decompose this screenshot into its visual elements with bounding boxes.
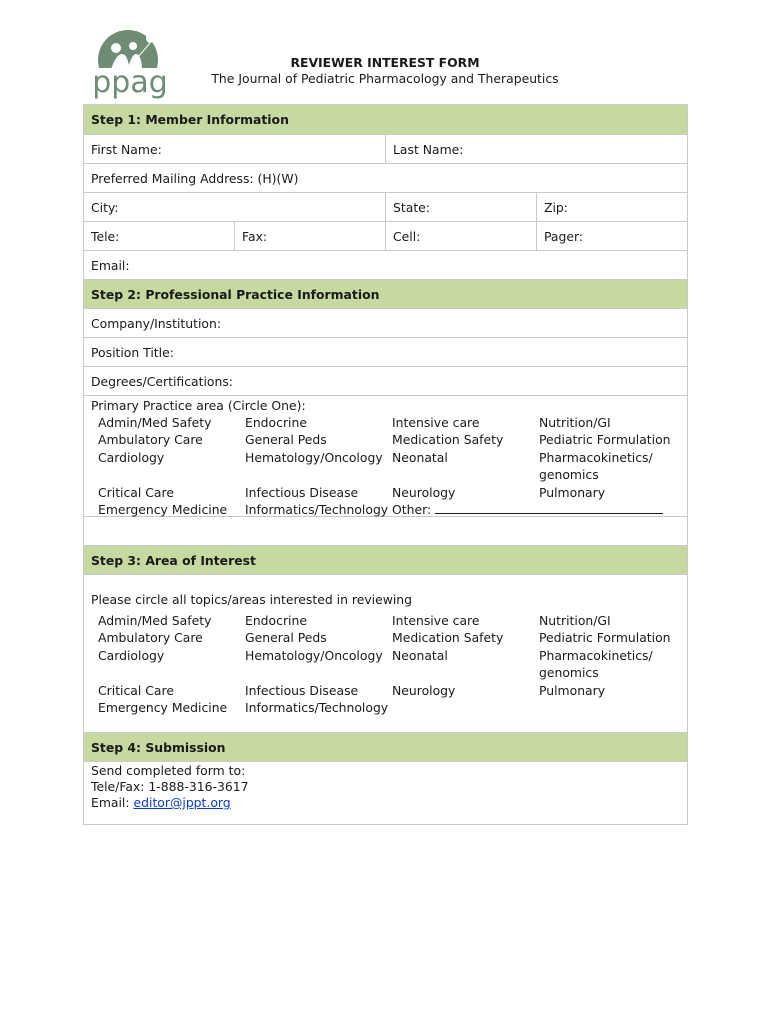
state-field[interactable]: State:: [385, 193, 536, 221]
interest-option[interactable]: General Peds: [245, 630, 327, 646]
practice-option[interactable]: Ambulatory Care: [98, 432, 203, 448]
practice-option[interactable]: Admin/Med Safety: [98, 415, 212, 430]
email-row: [84, 250, 687, 279]
submission-phone: Tele/Fax: 1-888-316-3617: [91, 779, 249, 794]
practice-area-options: [91, 414, 680, 518]
interest-option[interactable]: Pediatric Formulation: [539, 630, 671, 646]
zip-field[interactable]: Zip:: [536, 193, 687, 221]
practice-option[interactable]: Hematology/Oncology: [245, 449, 383, 465]
step2-heading: Step 2: Professional Practice Information: [84, 279, 687, 308]
spacer-row: [84, 516, 687, 545]
practice-option[interactable]: Pulmonary: [539, 484, 606, 500]
cell-field[interactable]: Cell:: [385, 222, 536, 250]
mailing-row: [84, 163, 687, 192]
submission-line1: Send completed form to:: [91, 763, 246, 778]
practice-option[interactable]: Intensive care: [392, 415, 480, 430]
practice-option[interactable]: Informatics/Technology: [245, 502, 389, 518]
email-link[interactable]: editor@jppt.org: [133, 795, 231, 810]
step3-heading: Step 3: Area of Interest: [84, 545, 687, 574]
company-field[interactable]: Company/Institution:: [91, 315, 222, 331]
city-row: [84, 192, 687, 221]
practice-option[interactable]: Critical Care: [98, 484, 174, 500]
interest-area-options: [91, 612, 680, 716]
interest-option[interactable]: Pharmacokinetics/: [539, 647, 653, 663]
practice-option[interactable]: Nutrition/GI: [539, 415, 611, 430]
position-field[interactable]: Position Title:: [91, 344, 174, 360]
practice-option[interactable]: Neonatal: [392, 449, 448, 465]
practice-option-cont: genomics: [539, 467, 599, 483]
degrees-field[interactable]: Degrees/Certifications:: [91, 373, 233, 389]
last-name-field[interactable]: Last Name:: [385, 135, 687, 163]
interest-option[interactable]: Neurology: [392, 682, 456, 698]
step4-heading: Step 4: Submission: [84, 732, 687, 761]
interest-option[interactable]: Hematology/Oncology: [245, 647, 383, 663]
interest-option[interactable]: Nutrition/GI: [539, 613, 611, 628]
interest-option[interactable]: Intensive care: [392, 613, 480, 628]
logo-text: ppag: [92, 65, 168, 100]
reviewer-form: [83, 104, 688, 825]
interest-option[interactable]: Cardiology: [98, 647, 165, 663]
practice-option[interactable]: Pharmacokinetics/: [539, 449, 653, 465]
interest-option[interactable]: Endocrine: [245, 613, 307, 628]
interest-option[interactable]: Pulmonary: [539, 682, 606, 698]
practice-option[interactable]: Emergency Medicine: [98, 502, 228, 518]
interest-instructions: Please circle all topics/areas interested in reviewing: [91, 592, 413, 607]
interest-area-row: [84, 574, 687, 732]
practice-option[interactable]: Endocrine: [245, 415, 307, 430]
interest-option[interactable]: Infectious Disease: [245, 682, 359, 698]
step1-heading: Step 1: Member Information: [84, 105, 687, 134]
practice-area-label: Primary Practice area (Circle One):: [91, 398, 306, 413]
fax-field[interactable]: Fax:: [234, 222, 385, 250]
practice-option[interactable]: Cardiology: [98, 449, 165, 465]
other-input-line[interactable]: [435, 502, 663, 514]
practice-option[interactable]: General Peds: [245, 432, 327, 448]
practice-area-row: [84, 395, 687, 516]
form-title: REVIEWER INTEREST FORM: [290, 55, 480, 70]
email-field[interactable]: Email:: [91, 257, 130, 273]
interest-option[interactable]: Neonatal: [392, 647, 448, 663]
interest-option[interactable]: Critical Care: [98, 682, 174, 698]
practice-option[interactable]: Pediatric Formulation: [539, 432, 671, 448]
practice-option[interactable]: Neurology: [392, 484, 456, 500]
interest-option[interactable]: Medication Safety: [392, 630, 504, 646]
name-row: [84, 134, 687, 163]
tele-field[interactable]: Tele:: [91, 228, 120, 244]
interest-option[interactable]: Informatics/Technology: [245, 700, 389, 716]
other-label: Other:: [392, 502, 432, 518]
city-field[interactable]: City:: [91, 199, 119, 215]
interest-option[interactable]: Admin/Med Safety: [98, 613, 212, 628]
practice-option[interactable]: Medication Safety: [392, 432, 504, 448]
form-subtitle: The Journal of Pediatric Pharmacology and Therapeutics: [211, 71, 559, 86]
other-field[interactable]: [392, 501, 679, 518]
phone-row: [84, 221, 687, 250]
practice-option[interactable]: Infectious Disease: [245, 484, 359, 500]
submission-row: [84, 761, 687, 824]
pager-field[interactable]: Pager:: [536, 222, 687, 250]
mailing-address-field[interactable]: Preferred Mailing Address: (H)(W): [91, 170, 299, 186]
interest-option[interactable]: Emergency Medicine: [98, 700, 228, 716]
interest-option[interactable]: Ambulatory Care: [98, 630, 203, 646]
first-name-field[interactable]: First Name:: [91, 141, 162, 157]
interest-option-cont: genomics: [539, 665, 599, 681]
submission-email: Email: editor@jppt.org: [91, 795, 231, 810]
